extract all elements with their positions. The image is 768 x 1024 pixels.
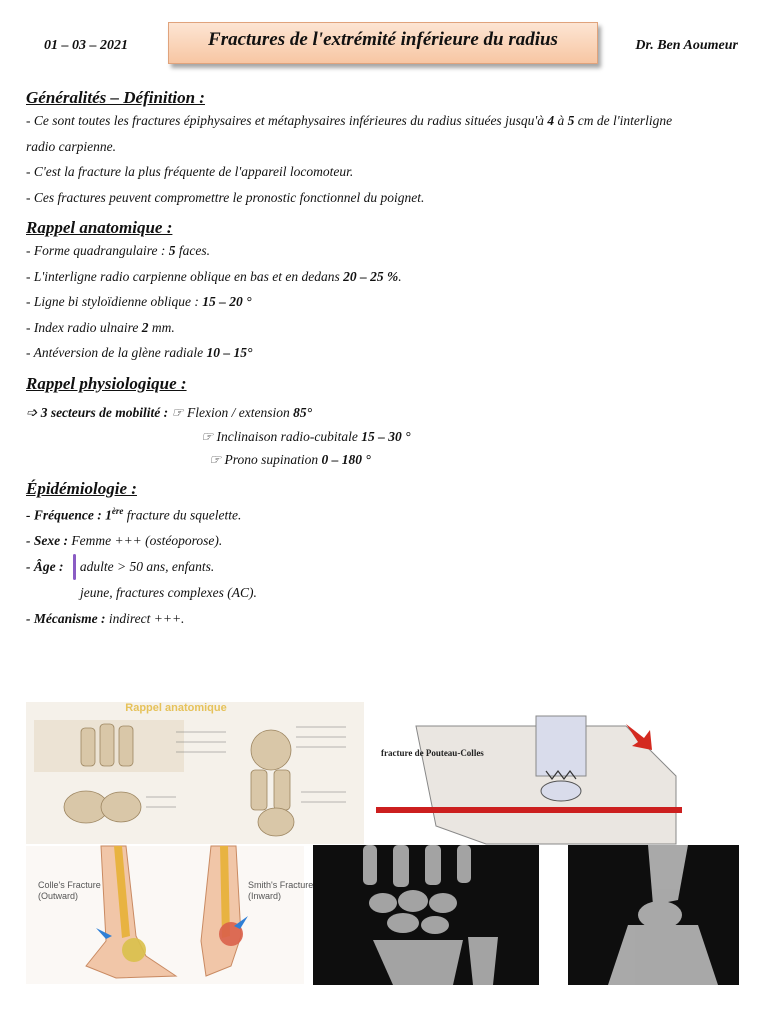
paragraph bbox=[26, 554, 742, 581]
paragraph bbox=[26, 238, 742, 264]
label: - Âge : bbox=[26, 558, 67, 574]
paragraph bbox=[26, 499, 742, 528]
heading-epidemiologie: Épidémiologie : bbox=[26, 479, 137, 498]
bold-value: 5 bbox=[567, 113, 575, 128]
text: adulte > 50 ans, enfants. bbox=[79, 558, 215, 574]
text: Flexion / extension bbox=[183, 404, 294, 420]
bold-value: 4 bbox=[547, 113, 555, 128]
paragraph bbox=[26, 315, 742, 341]
text: 3 secteurs de mobilité : bbox=[40, 404, 169, 420]
pointing-hand-icon: ☞ bbox=[201, 429, 214, 444]
paragraph bbox=[26, 264, 742, 290]
document-body bbox=[26, 88, 742, 631]
anatomy-drawing bbox=[26, 702, 364, 844]
anatomy-plate-title: Rappel anatomique bbox=[125, 702, 227, 714]
xray-lateral-image bbox=[568, 845, 739, 985]
bold-value: 1 bbox=[105, 507, 112, 523]
text: Femme +++ (ostéoporose). bbox=[71, 533, 223, 548]
text: - L'interligne radio carpienne oblique en bas et en dedans bbox=[26, 268, 344, 284]
superscript: ère bbox=[111, 506, 124, 516]
xray-frontal-drawing bbox=[313, 845, 539, 985]
document-author: Dr. Ben Aoumeur bbox=[635, 38, 738, 53]
paragraph: radio carpienne. bbox=[26, 138, 116, 154]
bold-value: 15 – 30 ° bbox=[361, 429, 411, 444]
colles-smith-image bbox=[26, 846, 314, 984]
paragraph: - C'est la fracture la plus fréquente de l'appareil locomoteur. bbox=[26, 164, 354, 179]
bold-value: 5 bbox=[168, 243, 176, 258]
text: mm. bbox=[148, 319, 175, 335]
text: faces. bbox=[175, 243, 210, 258]
text: fracture du squelette. bbox=[123, 507, 242, 523]
heading-physiologie: Rappel physiologique : bbox=[26, 373, 187, 393]
paragraph bbox=[26, 289, 742, 315]
text: - Forme quadrangulaire : bbox=[26, 243, 169, 258]
document-title: Fractures de l'extrémité inférieure du radius bbox=[168, 22, 598, 64]
colles-smith-drawing bbox=[26, 846, 314, 984]
xray-frontal-image bbox=[313, 845, 539, 985]
text: - Antéversion de la glène radiale bbox=[26, 345, 207, 360]
paragraph bbox=[26, 606, 742, 632]
text: Prono supination bbox=[221, 452, 322, 467]
section-anatomie bbox=[26, 218, 742, 366]
colles-sublabel: (Outward) bbox=[38, 891, 79, 901]
pointing-hand-icon: ☞ bbox=[209, 452, 222, 467]
paragraph bbox=[26, 448, 742, 471]
smith-label: Smith's Fracture bbox=[248, 880, 314, 890]
text: Inclinaison radio-cubitale bbox=[213, 429, 362, 444]
label: - Fréquence : bbox=[26, 507, 106, 523]
paragraph bbox=[26, 528, 742, 554]
text: - Ligne bi styloïdienne oblique : bbox=[26, 294, 203, 309]
text: - Ce sont toutes les fractures épiphysaires et métaphysaires inférieures du radius situées jusqu'à bbox=[26, 113, 548, 128]
pouteau-colles-label: fracture de Pouteau-Colles bbox=[381, 748, 484, 758]
text: cm de l'interligne bbox=[574, 113, 673, 128]
pouteau-colles-image bbox=[376, 716, 682, 844]
colles-label: Colle's Fracture bbox=[38, 880, 101, 890]
section-physiologie bbox=[26, 374, 742, 472]
bold-value: 85° bbox=[293, 404, 313, 420]
bold-value: 2 bbox=[141, 319, 149, 335]
bracket-mark bbox=[73, 554, 76, 580]
arrow-icon: ➩ bbox=[26, 404, 38, 420]
paragraph bbox=[26, 400, 742, 426]
heading-anatomie: Rappel anatomique : bbox=[26, 218, 173, 237]
label: - Sexe : bbox=[26, 533, 72, 548]
document-date: 01 – 03 – 2021 bbox=[44, 38, 128, 53]
paragraph bbox=[26, 108, 742, 134]
paragraph bbox=[26, 425, 742, 448]
bold-value: 0 – 180 ° bbox=[321, 452, 371, 467]
xray-lateral-drawing bbox=[568, 845, 739, 985]
text: indirect +++. bbox=[108, 610, 185, 626]
paragraph bbox=[26, 580, 742, 606]
text: à bbox=[554, 113, 568, 128]
text: jeune, fractures complexes (AC). bbox=[80, 585, 257, 601]
bold-value: 20 – 25 % bbox=[343, 268, 399, 284]
section-generalites bbox=[26, 88, 742, 210]
label: - Mécanisme : bbox=[26, 610, 109, 626]
paragraph: - Ces fractures peuvent compromettre le pronostic fonctionnel du poignet. bbox=[26, 189, 425, 205]
paragraph bbox=[26, 340, 742, 366]
bold-value: 15 – 20 ° bbox=[202, 294, 252, 309]
heading-generalites: Généralités – Définition : bbox=[26, 88, 205, 107]
section-epidemiologie bbox=[26, 479, 742, 631]
pointing-hand-icon: ☞ bbox=[171, 404, 184, 420]
text: - Index radio ulnaire bbox=[26, 319, 142, 335]
text: . bbox=[398, 268, 402, 284]
pouteau-colles-drawing bbox=[376, 716, 682, 844]
anatomy-plate-image bbox=[26, 702, 364, 844]
bold-value: 10 – 15° bbox=[206, 345, 253, 360]
smith-sublabel: (Inward) bbox=[248, 891, 282, 901]
